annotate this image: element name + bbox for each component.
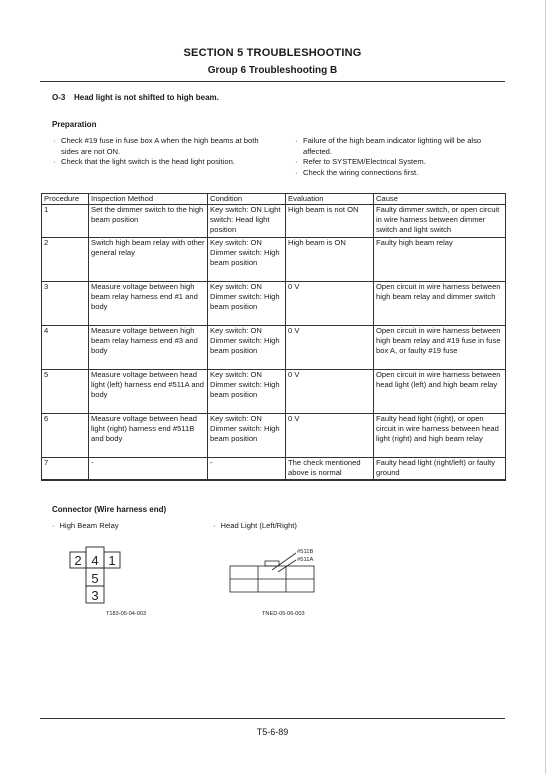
headlight-pin-511b: #511B — [297, 549, 314, 555]
cell-inspection: - — [89, 458, 208, 481]
table-row — [42, 414, 506, 458]
headlight-pin-511a: #511A — [297, 557, 314, 563]
section-title: SECTION 5 TROUBLESHOOTING — [183, 47, 362, 59]
list-item: · Check #19 fuse in fuse box A when the high beams at both sides are not ON. — [52, 136, 277, 157]
relay-pin-2: 2 — [74, 553, 82, 568]
bullet-icon: · — [52, 521, 55, 530]
cell-evaluation: 0 V — [286, 414, 374, 458]
relay-label-text: High Beam Relay — [59, 521, 119, 530]
cell-cause: Faulty head light (right/left) or faulty ground — [374, 458, 506, 481]
problem-title: Head light is not shifted to high beam. — [74, 93, 219, 102]
cell-condition: - — [208, 458, 286, 481]
relay-pin-5: 5 — [91, 571, 99, 586]
cell-procedure: 5 — [42, 370, 89, 414]
preparation-right-list — [294, 136, 504, 178]
cell-procedure: 4 — [42, 326, 89, 370]
list-item: · Check that the light switch is the head light position. — [52, 157, 277, 168]
col-header-procedure: Procedure — [42, 194, 89, 205]
headlight-connector-diagram — [226, 544, 326, 596]
table-row — [42, 370, 506, 414]
headlight-label — [213, 521, 297, 530]
cell-procedure: 6 — [42, 414, 89, 458]
preparation-left-list — [52, 136, 277, 168]
footer-rule — [40, 718, 505, 719]
cell-inspection: Set the dimmer switch to the high beam position — [89, 205, 208, 238]
relay-pin-3: 3 — [91, 588, 99, 603]
troubleshooting-table — [41, 193, 506, 481]
cell-procedure: 1 — [42, 205, 89, 238]
relay-pin-4: 4 — [91, 553, 99, 568]
cell-inspection: Measure voltage between high beam relay harness end #3 and body — [89, 326, 208, 370]
cell-evaluation: The check mentioned above is normal — [286, 458, 374, 481]
group-title: Group 6 Troubleshooting B — [207, 65, 338, 76]
page-number: T5-6-89 — [256, 727, 289, 737]
cell-cause: Open circuit in wire harness between head light (left) and high beam relay — [374, 370, 506, 414]
table-row — [42, 326, 506, 370]
table-row — [42, 458, 506, 481]
problem-code: O-3 — [52, 93, 66, 102]
table-row — [42, 282, 506, 326]
cell-evaluation: High beam is ON — [286, 238, 374, 282]
headlight-label-text: Head Light (Left/Right) — [220, 521, 297, 530]
col-header-cause: Cause — [374, 194, 506, 205]
col-header-condition: Condition — [208, 194, 286, 205]
cell-condition: Key switch: ON Dimmer switch: High beam position — [208, 370, 286, 414]
col-header-inspection: Inspection Method — [89, 194, 208, 205]
headlight-figure-id: TNED-05-06-003 — [262, 611, 305, 617]
cell-cause: Open circuit in wire harness between high beam relay and #19 fuse in fuse box A, or faulty #19 fuse — [374, 326, 506, 370]
list-item: · Refer to SYSTEM/Electrical System. — [294, 157, 504, 168]
cell-condition: Key switch: ON Light switch: Head light position — [208, 205, 286, 238]
cell-cause: Faulty high beam relay — [374, 238, 506, 282]
table-row — [42, 205, 506, 238]
list-item: · Failure of the high beam indicator lighting will be also affected. — [294, 136, 504, 157]
cell-inspection: Measure voltage between high beam relay harness end #1 and body — [89, 282, 208, 326]
header-rule — [40, 81, 505, 82]
cell-evaluation: 0 V — [286, 282, 374, 326]
cell-cause: Open circuit in wire harness between high beam relay and dimmer switch — [374, 282, 506, 326]
cell-procedure: 7 — [42, 458, 89, 481]
cell-condition: Key switch: ON Dimmer switch: High beam position — [208, 282, 286, 326]
cell-condition: Key switch: ON Dimmer switch: High beam position — [208, 414, 286, 458]
cell-inspection: Measure voltage between head light (right) harness end #511B and body — [89, 414, 208, 458]
table-header-row — [42, 194, 506, 205]
cell-evaluation: 0 V — [286, 370, 374, 414]
relay-label — [52, 521, 119, 530]
cell-cause: Faulty head light (right), or open circuit in wire harness between head light (right) and high beam relay — [374, 414, 506, 458]
cell-procedure: 2 — [42, 238, 89, 282]
col-header-evaluation: Evaluation — [286, 194, 374, 205]
cell-condition: Key switch: ON Dimmer switch: High beam position — [208, 238, 286, 282]
cell-evaluation: High beam is not ON — [286, 205, 374, 238]
cell-evaluation: 0 V — [286, 326, 374, 370]
list-item: · Check the wiring connections first. — [294, 168, 504, 179]
cell-procedure: 3 — [42, 282, 89, 326]
connector-title: Connector (Wire harness end) — [52, 505, 167, 514]
cell-inspection: Measure voltage between head light (left) harness end #511A and body — [89, 370, 208, 414]
relay-figure-id: T183-05-04-003 — [106, 611, 147, 617]
table-row — [42, 238, 506, 282]
cell-cause: Faulty dimmer switch, or open circuit in wire harness between dimmer switch and light switch — [374, 205, 506, 238]
preparation-title: Preparation — [52, 120, 97, 129]
cell-inspection: Switch high beam relay with other general relay — [89, 238, 208, 282]
page-edge — [545, 0, 546, 774]
bullet-icon: · — [213, 521, 216, 530]
problem-heading — [52, 93, 219, 102]
cell-condition: Key switch: ON Dimmer switch: High beam position — [208, 326, 286, 370]
relay-connector-diagram — [66, 545, 130, 607]
relay-pin-1: 1 — [108, 553, 116, 568]
